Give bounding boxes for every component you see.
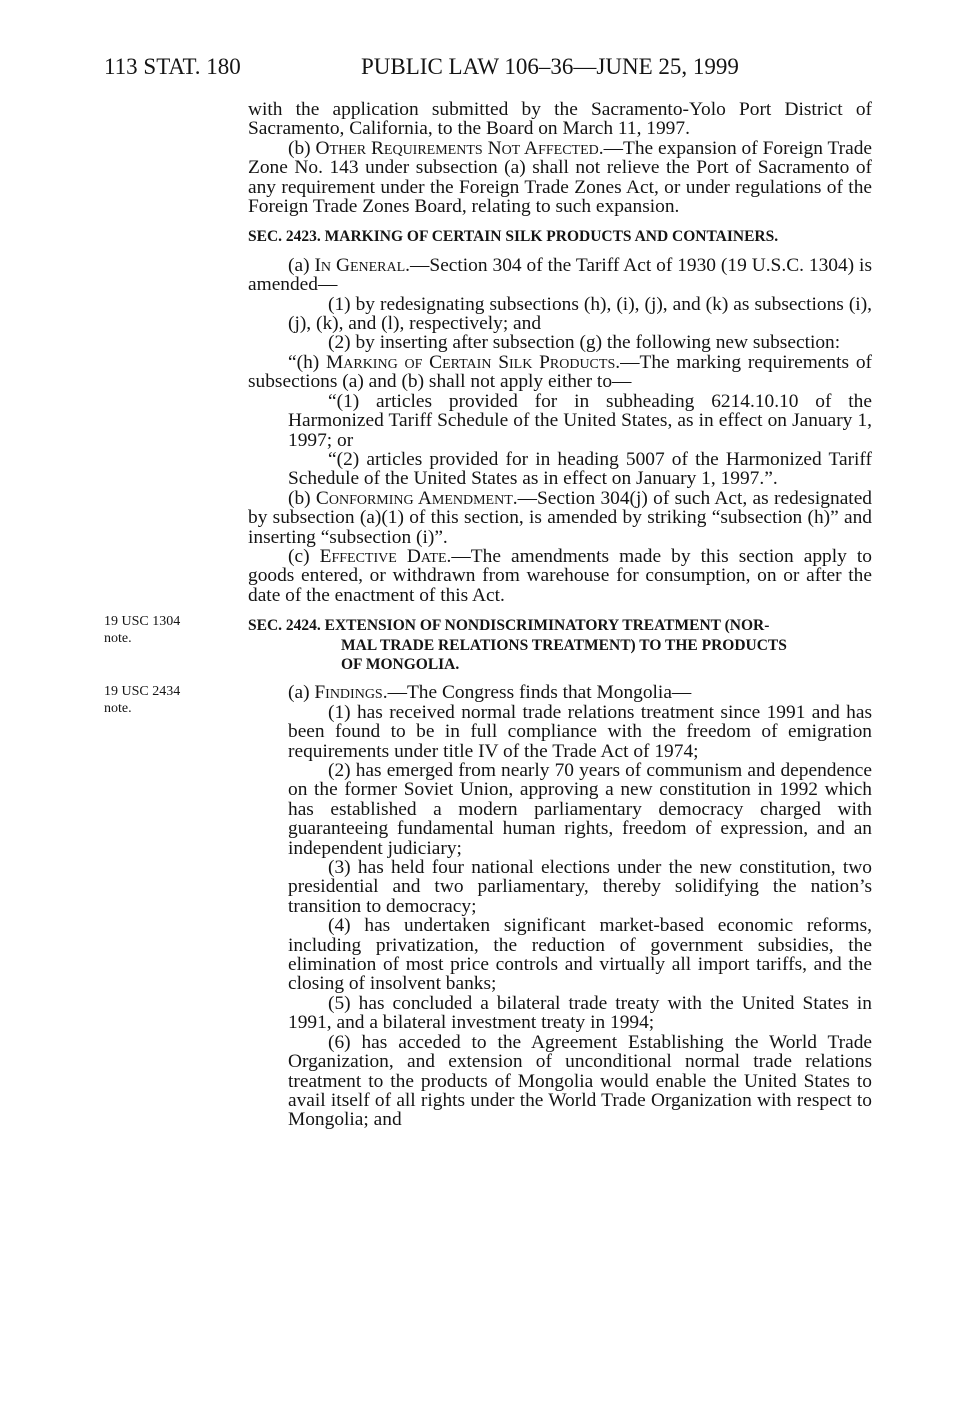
subsection-b-conforming-amendment: (b) Conforming Amendment.—Section 304(j) of such Act, as redesignated by subsection (a)(1) of this section, is amended by striking “subsection (h)” and inserting “subsection (i)”. bbox=[248, 487, 872, 548]
statute-page-number: 113 STAT. 180 bbox=[104, 54, 241, 79]
finding-5: (5) has concluded a bilateral trade treaty with the United States in 1991, and a bilateral investment treaty in 1994; bbox=[288, 992, 872, 1034]
paragraph-a1: (1) by redesignating subsections (h), (i), (j), and (k) as subsections (i), (j), (k), and (l), respectively; and bbox=[288, 293, 872, 335]
subsection-c-effective-date: (c) Effective Date.—The amendments made by this section apply to goods entered, or withdrawn from warehouse for consumption, on or after the date of the enactment of this Act. bbox=[248, 545, 872, 606]
margin-note-2434 bbox=[104, 683, 224, 717]
paragraph-h1: “(1) articles provided for in subheading 6214.10.10 of the Harmonized Tariff Schedule of the United States, as in effect on January 1, 1997; or bbox=[288, 390, 872, 451]
subsection-heading: Other Requirements Not Affected bbox=[315, 137, 599, 159]
public-law-title: PUBLIC LAW 106–36—JUNE 25, 1999 bbox=[361, 54, 739, 79]
margin-note-1304 bbox=[104, 613, 224, 647]
finding-4: (4) has undertaken significant market-based economic reforms, including privatization, the reduction of government subsidies, the elimination of most price controls and virtually all import tariffs, and the closing of insolvent banks; bbox=[288, 915, 872, 995]
statute-body bbox=[248, 100, 872, 1130]
running-header bbox=[104, 54, 884, 84]
section-title-line: SEC. 2424. EXTENSION OF NONDISCRIMINATORY TREATMENT (NOR- bbox=[248, 617, 770, 635]
subsection-a-findings: (a) Findings.—The Congress finds that Mongolia— bbox=[288, 682, 692, 704]
subsection-heading: In General bbox=[314, 254, 406, 276]
subsection-heading: Conforming Amendment bbox=[315, 487, 513, 509]
subsection-heading: Effective Date bbox=[319, 545, 447, 567]
subsection-heading: Marking of Certain Silk Products bbox=[326, 351, 616, 373]
section-2424-heading bbox=[248, 616, 872, 674]
subsection-h-marking: “(h) Marking of Certain Silk Products.—The marking requirements of subsections (a) and (b) shall not apply either to— bbox=[248, 351, 872, 393]
section-title-line: OF MONGOLIA. bbox=[341, 655, 460, 673]
section-2423-heading: SEC. 2423. MARKING OF CERTAIN SILK PRODUCTS AND CONTAINERS. bbox=[248, 228, 779, 246]
margin-note-label: note. bbox=[104, 701, 132, 716]
finding-3: (3) has held four national elections under the new constitution, two presidential and two parliamentary, thereby solidifying the nation’s transition to democracy; bbox=[288, 857, 872, 917]
subsection-heading: Findings bbox=[314, 682, 383, 704]
subsection-a-in-general: (a) In General.—Section 304 of the Tariff Act of 1930 (19 U.S.C. 1304) is amended— bbox=[248, 254, 872, 296]
paragraph-continuation: with the application submitted by the Sacramento-Yolo Port District of Sacramento, California, to the Board on March 11, 1997. bbox=[248, 99, 872, 140]
finding-2: (2) has emerged from nearly 70 years of communism and dependence on the former Soviet Union, approving a new constitution in 1992 which has established a modern parliamentary democracy charged with guaranteeing fundamental human rights, freedom of expression, and an independent judiciary; bbox=[288, 760, 872, 859]
paragraph-h2: “(2) articles provided for in heading 5007 of the Harmonized Tariff Schedule of the United States as in effect on January 1, 1997.”. bbox=[288, 448, 872, 490]
subsection-b-other-requirements: (b) Other Requirements Not Affected.—The expansion of Foreign Trade Zone No. 143 under subsection (a) shall not relieve the Port of Sacramento of any requirement under the Foreign Trade Zones Act, or under regulations of the Foreign Trade Zones Board, relating to such expansion. bbox=[248, 137, 872, 218]
margin-note-citation: 19 USC 1304 bbox=[104, 614, 181, 629]
section-title-line: MAL TRADE RELATIONS TREATMENT) TO THE PRODUCTS bbox=[341, 636, 787, 654]
margin-note-label: note. bbox=[104, 631, 132, 646]
margin-note-citation: 19 USC 2434 bbox=[104, 684, 181, 699]
finding-1: (1) has received normal trade relations treatment since 1991 and has been found to be in full compliance with the freedom of emigration requirements under title IV of the Trade Act of 1974; bbox=[288, 701, 872, 762]
paragraph-a2: (2) by inserting after subsection (g) the following new subsection: bbox=[328, 332, 841, 354]
finding-6: (6) has acceded to the Agreement Establishing the World Trade Organization, and extension of unconditional normal trade relations treatment to the products of Mongolia would enable the United States to avail itself of all rights under the World Trade Organization with respect to Mongolia; and bbox=[288, 1031, 872, 1131]
